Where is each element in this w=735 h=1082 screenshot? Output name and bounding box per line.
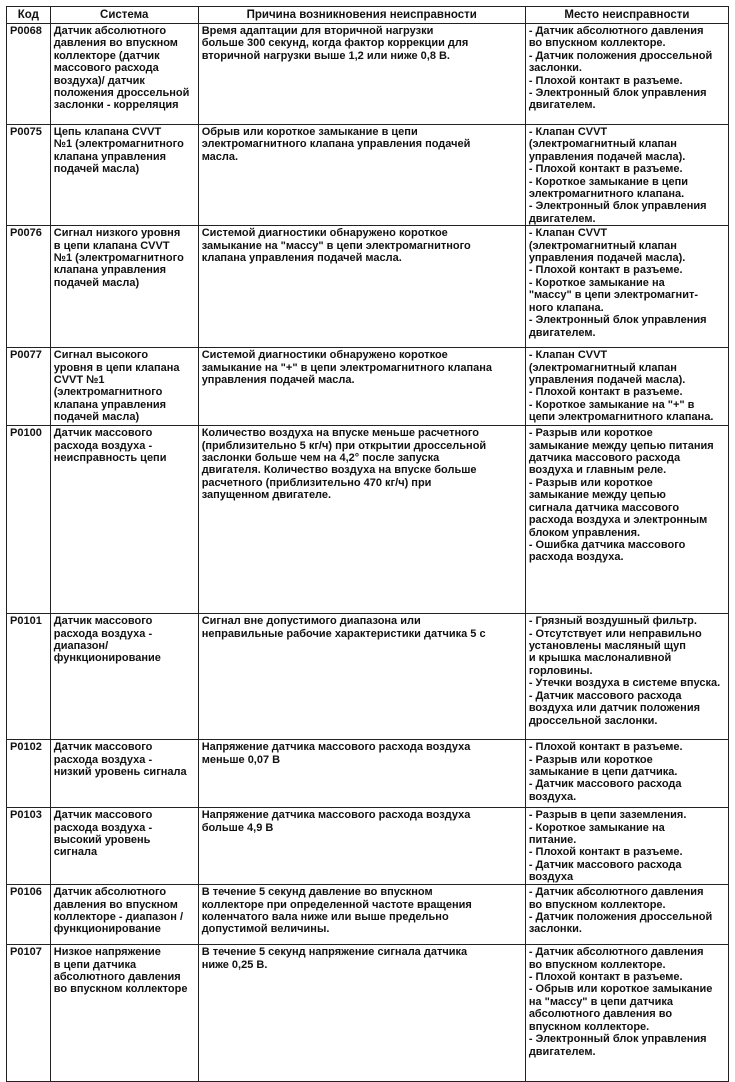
system-line: (электромагнитного xyxy=(53,386,163,399)
location-line: - Разрыв или короткое xyxy=(528,427,653,440)
system-cell xyxy=(50,885,198,945)
cause-line: ниже 0,25 В. xyxy=(201,958,268,971)
system-cell xyxy=(50,740,198,808)
dtc-code-cell: P0101 xyxy=(7,614,51,740)
cause-cell xyxy=(198,348,525,426)
table-row xyxy=(7,426,729,614)
table-row xyxy=(7,945,729,1082)
system-line: положения дроссельной xyxy=(53,87,190,100)
cause-cell xyxy=(198,125,525,226)
system-line: клапана управления xyxy=(53,150,167,163)
location-line: замыкание между цепью питания xyxy=(528,439,714,452)
system-cell xyxy=(50,945,198,1082)
cause-line: Системой диагностики обнаружено короткое xyxy=(201,227,448,240)
location-cell xyxy=(525,426,728,614)
cause-cell xyxy=(198,24,525,125)
system-line: клапана управления xyxy=(53,264,167,277)
system-line: сигнала xyxy=(53,846,98,859)
system-line: массового расхода xyxy=(53,62,159,75)
cause-line: Сигнал вне допустимого диапазона или xyxy=(201,615,421,628)
location-line: (электромагнитный клапан xyxy=(528,239,677,252)
dtc-code-cell: P0107 xyxy=(7,945,51,1082)
header-code: Код xyxy=(7,7,51,24)
cause-line: больше 4,9 В xyxy=(201,821,274,834)
cause-line: управления подачей масла. xyxy=(201,374,355,387)
location-line: - Короткое замыкание на "+" в xyxy=(528,398,695,411)
system-line: диапазон/ xyxy=(53,640,109,653)
dtc-code-cell: P0076 xyxy=(7,226,51,348)
dtc-code-cell: P0102 xyxy=(7,740,51,808)
system-cell xyxy=(50,125,198,226)
location-line: замыкание в цепи датчика. xyxy=(528,766,678,779)
location-line: - Электронный блок управления xyxy=(528,87,707,100)
system-line: во впускном коллекторе xyxy=(53,983,188,996)
system-line: Датчик массового xyxy=(53,615,153,628)
table-row xyxy=(7,348,729,426)
location-line: - Датчик массового расхода xyxy=(528,689,682,702)
system-cell xyxy=(50,226,198,348)
cause-cell xyxy=(198,885,525,945)
table-row xyxy=(7,24,729,125)
system-line: абсолютного давления xyxy=(53,971,181,984)
cause-line: коллекторе при определенной частоте вращения xyxy=(201,898,472,911)
location-cell xyxy=(525,808,728,885)
location-line: - Электронный блок управления xyxy=(528,1033,707,1046)
location-line: во впускном коллекторе. xyxy=(528,37,666,50)
cause-line: заслонки больше чем на 4,2° после запуска xyxy=(201,452,440,465)
cause-line: замыкание на "массу" в цепи электромагнитного xyxy=(201,239,471,252)
header-system: Система xyxy=(50,7,198,24)
location-line: на "массу" в цепи датчика xyxy=(528,995,673,1008)
system-line: высокий уровень xyxy=(53,834,151,847)
system-line: подачей масла) xyxy=(53,276,140,289)
cause-line: Напряжение датчика массового расхода воздуха xyxy=(201,809,471,822)
location-line: - Разрыв или короткое xyxy=(528,753,653,766)
location-line: - Датчик массового расхода xyxy=(528,858,682,871)
header-cause: Причина возникновения неисправности xyxy=(198,7,525,24)
cause-line: расчетного (приблизительно 470 кг/ч) при xyxy=(201,476,432,489)
system-cell xyxy=(50,24,198,125)
cause-line: запущенном двигателе. xyxy=(201,489,332,502)
location-line: двигателем. xyxy=(528,212,596,225)
location-line: - Клапан CVVT xyxy=(528,126,608,138)
system-line: подачей масла) xyxy=(53,411,140,424)
system-line: Сигнал высокого xyxy=(53,349,149,362)
system-line: Цепь клапана CVVT xyxy=(53,126,162,138)
system-line: давления во впускном xyxy=(53,37,178,50)
cause-line: В течение 5 секунд напряжение сигнала датчика xyxy=(201,946,468,959)
cause-line: меньше 0,07 В xyxy=(201,753,281,766)
location-line: цепи электромагнитного клапана. xyxy=(528,411,714,424)
cause-line: Системой диагностики обнаружено короткое xyxy=(201,349,448,362)
cause-line: больше 300 секунд, когда фактор коррекции для xyxy=(201,37,469,50)
location-line: - Плохой контакт в разъеме. xyxy=(528,971,683,984)
location-line: (электромагнитный клапан xyxy=(528,361,677,374)
table-row xyxy=(7,808,729,885)
location-line: двигателем. xyxy=(528,99,596,112)
location-line: двигателем. xyxy=(528,1045,596,1058)
location-cell xyxy=(525,885,728,945)
table-row xyxy=(7,125,729,226)
system-cell xyxy=(50,614,198,740)
cause-cell xyxy=(198,614,525,740)
system-line: воздуха)/ датчик xyxy=(53,74,145,87)
location-line: - Плохой контакт в разъеме. xyxy=(528,386,683,399)
cause-cell xyxy=(198,426,525,614)
system-line: коллекторе (датчик xyxy=(53,49,160,62)
location-cell xyxy=(525,614,728,740)
location-line: - Клапан CVVT xyxy=(528,349,608,362)
cause-line: масла. xyxy=(201,150,239,163)
system-line: Датчик массового xyxy=(53,741,153,754)
cause-line: Обрыв или короткое замыкание в цепи xyxy=(201,126,418,138)
system-line: клапана управления xyxy=(53,398,167,411)
table-body xyxy=(7,24,729,1082)
table-row xyxy=(7,885,729,945)
location-line: замыкание между цепью xyxy=(528,489,666,502)
cause-line: двигателя. Количество воздуха на впуске больше xyxy=(201,464,477,477)
location-line: - Датчик абсолютного давления xyxy=(528,25,704,37)
location-line: и крышка маслоналивной xyxy=(528,652,672,665)
location-line: - Плохой контакт в разъеме. xyxy=(528,264,683,277)
table-header-row xyxy=(7,7,729,24)
cause-cell xyxy=(198,740,525,808)
location-line: заслонки. xyxy=(528,62,582,75)
system-line: Датчик массового xyxy=(53,809,153,822)
location-cell xyxy=(525,226,728,348)
location-line: - Грязный воздушный фильтр. xyxy=(528,615,697,628)
system-line: заслонки - корреляция xyxy=(53,99,179,112)
dtc-code-cell: P0103 xyxy=(7,808,51,885)
dtc-table-page xyxy=(6,6,729,1082)
location-line: - Датчик массового расхода xyxy=(528,778,682,791)
system-cell xyxy=(50,808,198,885)
location-cell xyxy=(525,740,728,808)
location-line: сигнала датчика массового xyxy=(528,501,680,514)
location-line: - Отсутствует или неправильно xyxy=(528,627,702,640)
location-line: - Короткое замыкание в цепи xyxy=(528,175,689,188)
dtc-code-cell: P0100 xyxy=(7,426,51,614)
location-line: электромагнитного клапана. xyxy=(528,188,685,201)
dtc-code-cell: P0106 xyxy=(7,885,51,945)
location-line: воздуха или датчик положения xyxy=(528,702,700,715)
system-line: подачей масла) xyxy=(53,163,140,176)
location-line: расхода воздуха и электронным xyxy=(528,514,708,527)
location-line: - Обрыв или короткое замыкание xyxy=(528,983,713,996)
location-line: впускном коллекторе. xyxy=(528,1020,650,1033)
location-line: двигателем. xyxy=(528,326,596,339)
system-cell xyxy=(50,348,198,426)
dtc-code-cell: P0075 xyxy=(7,125,51,226)
system-line: Сигнал низкого уровня xyxy=(53,227,181,240)
location-line: - Плохой контакт в разъеме. xyxy=(528,846,683,859)
location-line: питание. xyxy=(528,834,577,847)
cause-line: замыкание на "+" в цепи электромагнитного клапана xyxy=(201,361,493,374)
location-cell xyxy=(525,125,728,226)
location-line: воздуха и главным реле. xyxy=(528,464,667,477)
system-line: Датчик абсолютного xyxy=(53,25,167,37)
location-line: - Ошибка датчика массового xyxy=(528,538,686,551)
system-line: функционирование xyxy=(53,652,161,665)
cause-line: В течение 5 секунд давление во впускном xyxy=(201,886,433,899)
dtc-table xyxy=(6,6,729,1082)
system-line: расхода воздуха - xyxy=(53,753,153,766)
location-cell xyxy=(525,945,728,1082)
dtc-code-cell: P0068 xyxy=(7,24,51,125)
table-row xyxy=(7,226,729,348)
location-line: (электромагнитный клапан xyxy=(528,138,677,151)
location-line: - Короткое замыкание на xyxy=(528,276,665,289)
cause-line: Время адаптации для вторичной нагрузки xyxy=(201,25,434,37)
location-line: - Датчик абсолютного давления xyxy=(528,886,704,899)
cause-line: электромагнитного клапана управления подачей xyxy=(201,138,471,151)
location-line: заслонки. xyxy=(528,923,582,936)
location-line: расхода воздуха. xyxy=(528,551,624,564)
cause-cell xyxy=(198,808,525,885)
location-line: - Утечки воздуха в системе впуска. xyxy=(528,677,721,690)
location-line: датчика массового расхода xyxy=(528,452,681,465)
location-line: управления подачей масла). xyxy=(528,374,686,387)
system-line: расхода воздуха - xyxy=(53,627,153,640)
system-line: CVVT №1 xyxy=(53,374,105,387)
system-line: низкий уровень сигнала xyxy=(53,766,187,779)
location-line: воздуха. xyxy=(528,790,577,803)
location-line: установлены масляный щуп xyxy=(528,640,686,653)
system-line: давления во впускном xyxy=(53,898,178,911)
cause-line: допустимой величины. xyxy=(201,923,330,936)
location-line: - Датчик положения дроссельной xyxy=(528,49,713,62)
location-line: управления подачей масла). xyxy=(528,252,686,265)
table-row xyxy=(7,740,729,808)
location-line: - Плохой контакт в разъеме. xyxy=(528,163,683,176)
cause-line: неправильные рабочие характеристики датчика 5 с xyxy=(201,627,486,640)
location-line: управления подачей масла). xyxy=(528,150,686,163)
location-line: горловины. xyxy=(528,664,593,677)
header-location: Место неисправности xyxy=(525,7,728,24)
cause-cell xyxy=(198,945,525,1082)
location-cell xyxy=(525,348,728,426)
cause-line: Напряжение датчика массового расхода воздуха xyxy=(201,741,471,754)
system-line: неисправность цепи xyxy=(53,452,167,465)
system-line: функционирование xyxy=(53,923,161,936)
system-cell xyxy=(50,426,198,614)
table-row xyxy=(7,614,729,740)
location-line: дроссельной заслонки. xyxy=(528,714,658,727)
dtc-code-cell: P0077 xyxy=(7,348,51,426)
system-line: в цепи датчика xyxy=(53,958,137,971)
location-line: блоком управления. xyxy=(528,526,641,539)
location-line: - Разрыв или короткое xyxy=(528,476,653,489)
location-line: абсолютного давления во xyxy=(528,1008,673,1021)
system-line: Датчик массового xyxy=(53,427,153,440)
location-line: - Клапан CVVT xyxy=(528,227,608,240)
location-line: ного клапана. xyxy=(528,301,604,314)
cause-line: вторичной нагрузки выше 1,2 или ниже 0,8 В. xyxy=(201,49,450,62)
location-line: воздуха xyxy=(528,871,574,884)
system-line: уровня в цепи клапана xyxy=(53,361,180,374)
system-line: коллекторе - диапазон / xyxy=(53,911,184,924)
cause-line: клапана управления подачей масла. xyxy=(201,252,402,265)
location-cell xyxy=(525,24,728,125)
system-line: Датчик абсолютного xyxy=(53,886,167,899)
location-line: - Электронный блок управления xyxy=(528,314,707,327)
system-line: №1 (электромагнитного xyxy=(53,138,184,151)
location-line: во впускном коллекторе. xyxy=(528,898,666,911)
cause-line: Количество воздуха на впуске меньше расчетного xyxy=(201,427,479,440)
location-line: "массу" в цепи электромагнит- xyxy=(528,289,699,302)
system-line: №1 (электромагнитного xyxy=(53,252,184,265)
location-line: - Плохой контакт в разъеме. xyxy=(528,74,683,87)
location-line: - Разрыв в цепи заземления. xyxy=(528,809,687,822)
location-line: во впускном коллекторе. xyxy=(528,958,666,971)
system-line: расхода воздуха - xyxy=(53,821,153,834)
system-line: Низкое напряжение xyxy=(53,946,161,959)
cause-cell xyxy=(198,226,525,348)
location-line: - Датчик положения дроссельной xyxy=(528,911,713,924)
cause-line: (приблизительно 5 кг/ч) при открытии дроссельной xyxy=(201,439,487,452)
location-line: - Плохой контакт в разъеме. xyxy=(528,741,683,754)
location-line: - Короткое замыкание на xyxy=(528,821,665,834)
cause-line: коленчатого вала ниже или выше предельно xyxy=(201,911,449,924)
system-line: расхода воздуха - xyxy=(53,439,153,452)
system-line: в цепи клапана CVVT xyxy=(53,239,170,252)
location-line: - Электронный блок управления xyxy=(528,200,707,213)
location-line: - Датчик абсолютного давления xyxy=(528,946,704,959)
